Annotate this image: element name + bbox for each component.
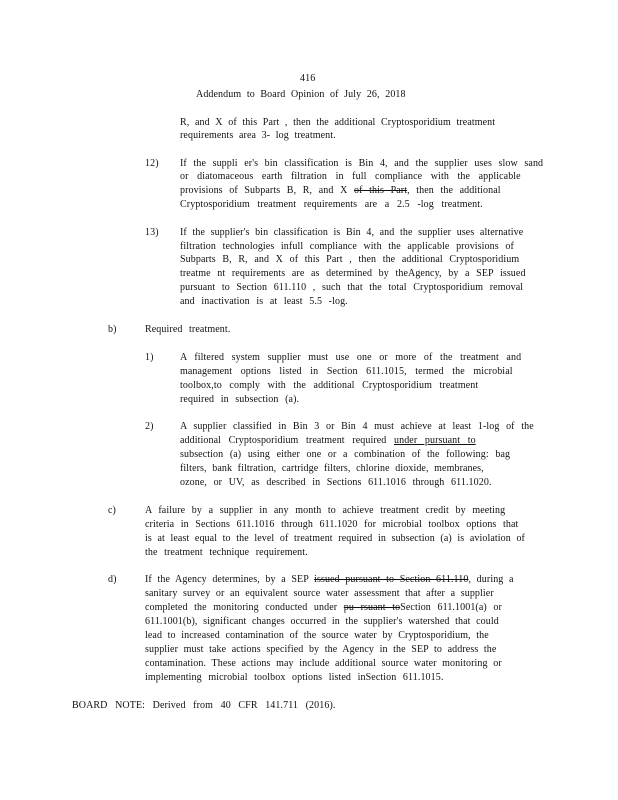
board-note: BOARD NOTE: Derived from 40 CFR 141.711 (2016). (72, 700, 336, 711)
section-letter: b) (108, 324, 117, 335)
item-number: 2) (145, 421, 154, 432)
section-letter: c) (108, 505, 116, 516)
paragraph-line: sanitary survey or an equivalent source water assessment that after a supplier (145, 588, 494, 599)
paragraph-line: R, and X of this Part , then the additional Cryptosporidium treatment (180, 117, 496, 128)
paragraph-line: lead to increased contamination of the source water by Cryptosporidium, the (145, 630, 489, 641)
item-number: 13) (145, 227, 159, 238)
page-number: 416 (300, 73, 316, 84)
paragraph-line (180, 435, 476, 447)
paragraph-line: A supplier classified in Bin 3 or Bin 4 must achieve at least 1-log of the (180, 421, 534, 432)
paragraph-line: A failure by a supplier in any month to achieve treatment credit by meeting (145, 505, 506, 516)
struck-text: of this Part (354, 185, 408, 196)
item-number: 1) (145, 352, 154, 363)
paragraph-line: required in subsection (a). (180, 394, 300, 405)
text-segment: If the Agency determines, by a SEP (145, 574, 315, 585)
paragraph-line: If the supplier's bin classification is Bin 4, and the supplier uses alternative (180, 227, 524, 238)
paragraph-line: toolbox,to comply with the additional Cryptosporidium treatment (180, 380, 479, 391)
struck-text: under pursuant to (394, 435, 476, 446)
text-segment: completed the monitoring conducted under (145, 602, 344, 613)
paragraph-line (180, 185, 501, 197)
section-letter: d) (108, 574, 117, 585)
paragraph-line: is at least equal to the level of treatment required in subsection (a) is aviolation of (145, 533, 525, 544)
paragraph-line: Cryptosporidium treatment requirements are a 2.5 -log treatment. (180, 199, 483, 210)
page-header: Addendum to Board Opinion of July 26, 2018 (196, 89, 406, 100)
text-segment: provisions of Subparts B, R, and X (180, 185, 354, 196)
text-segment: , then the additional (407, 185, 501, 196)
paragraph-line: A filtered system supplier must use one or more of the treatment and (180, 352, 522, 363)
paragraph-line: management options listed in Section 611.1015, termed the microbial (180, 366, 513, 377)
paragraph-line: the treatment technique requirement. (145, 547, 308, 558)
text-segment: additional Cryptosporidium treatment required (180, 435, 394, 446)
paragraph-line: or diatomaceous earth filtration in full compliance with the applicable (180, 171, 521, 182)
paragraph-line: criteria in Sections 611.1016 through 611.1020 for microbial toolbox options that (145, 519, 519, 530)
paragraph-line: subsection (a) using either one or a combination of the following: bag (180, 449, 511, 460)
paragraph-line: contamination. These actions may include additional source water monitoring or (145, 658, 502, 669)
paragraph-line (145, 602, 502, 614)
item-number: 12) (145, 158, 159, 169)
section-heading: Required treatment. (145, 324, 231, 335)
paragraph-line: Subparts B, R, and X of this Part , then the additional Cryptosporidium (180, 254, 520, 265)
text-segment: , during a (468, 574, 514, 585)
paragraph-line: If the suppli er's bin classification is Bin 4, and the supplier uses slow sand (180, 158, 544, 169)
text-segment: Section 611.1001(a) or (400, 602, 502, 613)
paragraph-line: and inactivation is at least 5.5 -log. (180, 296, 348, 307)
paragraph-line: implementing microbial toolbox options listed inSection 611.1015. (145, 672, 444, 683)
paragraph-line: filters, bank filtration, cartridge filters, chlorine dioxide, membranes, (180, 463, 484, 474)
struck-text: issued pursuant to Section 611.110 (314, 574, 469, 585)
paragraph-line: filtration technologies infull compliance with the applicable provisions of (180, 241, 514, 252)
paragraph-line: supplier must take actions specified by the Agency in the SEP to address the (145, 644, 497, 655)
paragraph-line: requirements area 3- log treatment. (180, 130, 336, 141)
paragraph-line: pursuant to Section 611.110 , such that the total Cryptosporidium removal (180, 282, 524, 293)
paragraph-line: treatme nt requirements are as determined by theAgency, by a SEP issued (180, 268, 526, 279)
struck-text: pu rsuant to (343, 602, 401, 613)
paragraph-line: 611.1001(b), significant changes occurred in the supplier's watershed that could (145, 616, 499, 627)
paragraph-line: ozone, or UV, as described in Sections 611.1016 through 611.1020. (180, 477, 492, 488)
paragraph-line (145, 574, 514, 586)
